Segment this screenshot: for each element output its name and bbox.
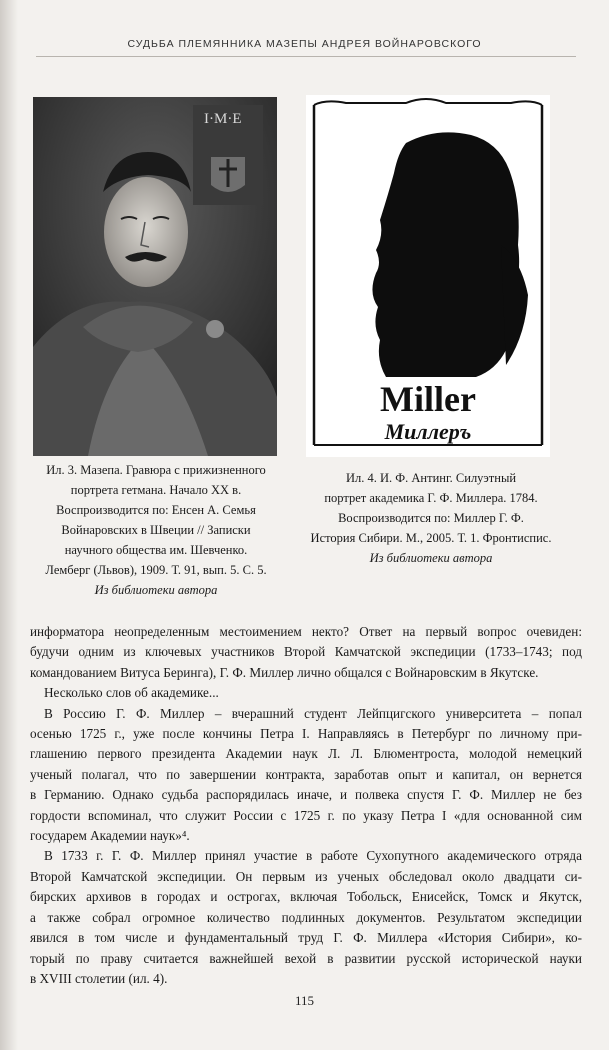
body-line: Второй Камчатской экспедиции. Он первым из ученых обследовал около двадцати си- [30,868,582,884]
header-divider [36,56,576,57]
body-line: гордости вспоминал, что служит России с 1725 г. по указу Петра I «для основанной сим [30,807,582,823]
body-line: ученый полагал, что по завершении контракта, заработав опыт и капитал, он вернется [30,766,582,782]
silhouette-cyrillic-name: Миллеръ [384,419,472,444]
caption-line: Воспроизводится по: Енсен А. Семья [56,503,256,517]
figure4-caption [298,468,564,568]
caption-line: научного общества им. Шевченко. [64,543,248,557]
caption-line: История Сибири. М., 2005. Т. 1. Фронтиспис. [310,531,552,545]
body-line: в XVIII столетии (ил. 4). [30,970,168,986]
caption-line: портрет академика Г. Ф. Миллера. 1784. [324,491,538,505]
running-header: СУДЬБА ПЛЕМЯННИКА МАЗЕПЫ АНДРЕЯ ВОЙНАРОВСКОГО [127,38,482,50]
body-line: командованием Витуса Беринга), Г. Ф. Миллер лично общался с Войнаровским в Якутске. [30,664,539,680]
caption-line: Ил. 4. И. Ф. Антинг. Силуэтный [345,471,517,485]
body-line: В 1733 г. Г. Ф. Миллер принял участие в работе Сухопутного академического отряда [44,848,582,864]
engraving-inscription: I·M·E [204,111,242,127]
caption-line: портрета гетмана. Начало XX в. [70,483,242,497]
body-line: а также собрал огромное количество подлинных документов. Результатом экспедиции [30,909,582,925]
body-line: в Германию. Однако судьба распорядилась иначе, и полвека спустя Г. Ф. Миллер не без [30,787,582,803]
page-edge-shadow [0,0,18,1050]
caption-line: Лемберг (Львов), 1909. Т. 91, вып. 5. С. 5. [45,563,267,577]
body-line: бирских архивов в городах и острогах, включая Тобольск, Енисейск, Томск и Якутск, [30,889,582,905]
body-line: будучи одним из ключевых участников Второй Камчатской экспедиции (1733–1743; под [30,644,582,660]
body-line: явился в том числе и фундаментальный труд Г. Ф. Миллера «История Сибири», ко- [30,930,582,946]
caption-line: Войнаровских в Швеции // Записки [61,523,251,537]
figure3-caption [28,460,284,600]
figure-mazepa-portrait [33,97,277,456]
caption-line: Ил. 3. Мазепа. Гравюра с прижизненного [46,463,266,477]
body-line: В Россию Г. Ф. Миллер – вчерашний студент Лейпцигского университета – попал [44,705,582,721]
body-text [30,622,582,989]
body-line: Несколько слов об академике... [44,685,219,701]
body-line: торый по праву считается важнейшей вехой в развитии русской исторической науки [30,950,582,966]
body-line: государем Академии наук»⁴. [30,828,190,844]
caption-line: Воспроизводится по: Миллер Г. Ф. [338,511,524,525]
figure-miller-silhouette [306,95,550,457]
body-line: осенью 1725 г., уже после кончины Петра I. Направляясь в Петербург по личному при- [30,726,582,742]
body-line: глашению первого президента Академии наук Л. Л. Блюментроста, молодой немецкий [30,746,582,762]
body-line: информатора неопределенным местоимением некто? Ответ на первый вопрос очевиден: [30,624,582,639]
page-number: 115 [294,993,315,1008]
caption-source-note: Из библиотеки автора [369,551,493,565]
mazepa-engraving-image [33,97,277,456]
miller-silhouette-image [306,95,550,457]
caption-source-note: Из библиотеки автора [94,583,218,597]
silhouette-latin-name: Miller [380,379,476,419]
